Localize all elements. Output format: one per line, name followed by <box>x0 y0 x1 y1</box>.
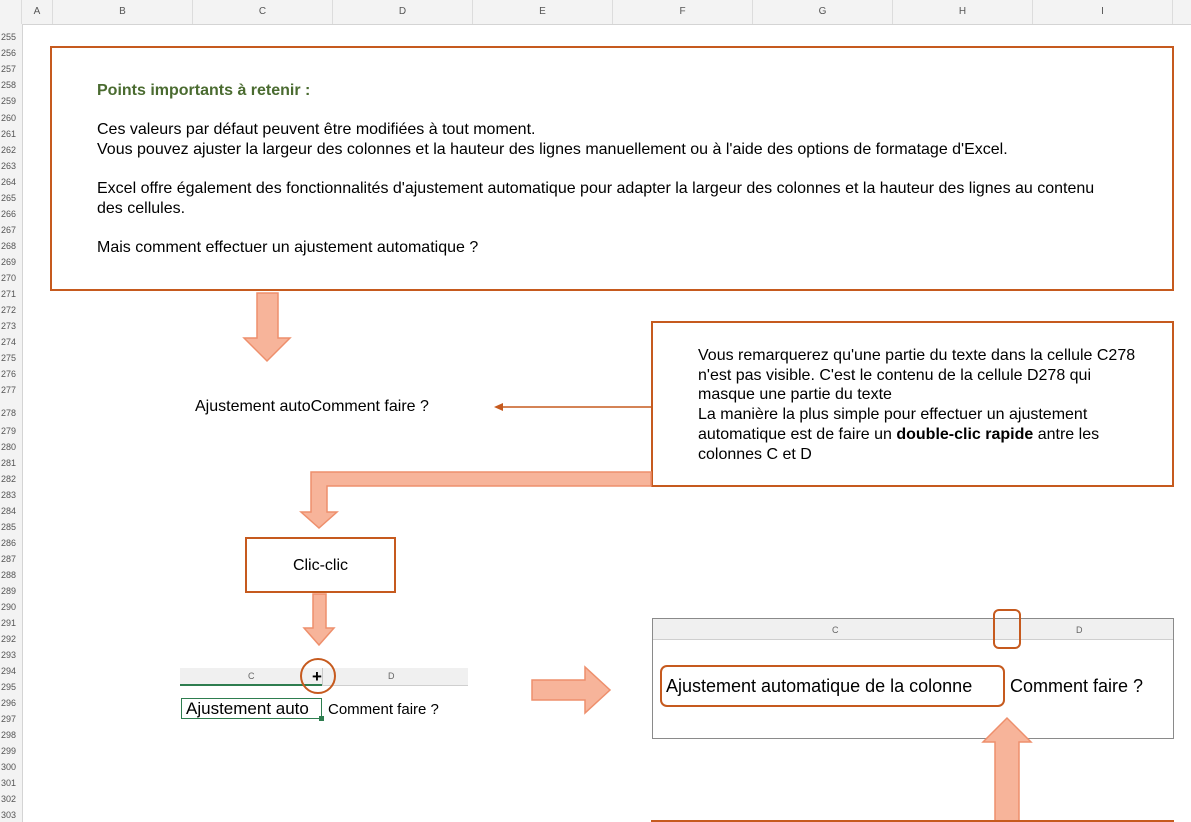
arrow-connector-l <box>301 472 651 528</box>
column-header-c[interactable]: C <box>193 0 333 24</box>
key-points-heading: Points importants à retenir : <box>97 82 311 99</box>
column-header-e[interactable]: E <box>473 0 613 24</box>
row-header-279[interactable]: 279 <box>1 426 17 436</box>
row-header-303[interactable]: 303 <box>1 810 17 820</box>
result-column-c-label: C <box>832 625 839 635</box>
row-header-263[interactable]: 263 <box>1 161 17 171</box>
row-header-293[interactable]: 293 <box>1 650 17 660</box>
row-header-299[interactable]: 299 <box>1 746 17 756</box>
row-header-269[interactable]: 269 <box>1 257 17 267</box>
row-header-282[interactable]: 282 <box>1 474 17 484</box>
mini-column-d-label: D <box>388 671 395 681</box>
row-header-296[interactable]: 296 <box>1 698 17 708</box>
row-header-256[interactable]: 256 <box>1 48 17 58</box>
row-header-290[interactable]: 290 <box>1 602 17 612</box>
row-header-289[interactable]: 289 <box>1 586 17 596</box>
explanation-line-6: colonnes C et D <box>698 446 812 463</box>
row-header-284[interactable]: 284 <box>1 506 17 516</box>
column-header-a[interactable]: A <box>22 0 53 24</box>
arrow-down-1 <box>244 293 290 361</box>
row-header-259[interactable]: 259 <box>1 96 17 106</box>
explanation-line-2: n'est pas visible. C'est le contenu de la cellule D278 qui <box>698 367 1092 384</box>
row-header-258[interactable]: 258 <box>1 80 17 90</box>
column-header-i[interactable]: I <box>1033 0 1173 24</box>
row-header-265[interactable]: 265 <box>1 193 17 203</box>
cell-c278[interactable]: Ajustement autoComment faire ? <box>195 398 429 415</box>
row-header-274[interactable]: 274 <box>1 337 17 347</box>
key-points-line-1: Ces valeurs par défaut peuvent être modifiées à tout moment. <box>97 121 536 138</box>
pointer-arrowhead <box>494 403 503 411</box>
arrow-right <box>532 667 610 713</box>
key-points-line-5: Mais comment effectuer un ajustement automatique ? <box>97 239 479 256</box>
row-header-280[interactable]: 280 <box>1 442 17 452</box>
mini-cell-d-text: Comment faire ? <box>328 701 439 718</box>
mini-column-c-label: C <box>248 671 255 681</box>
explanation-line-4: La manière la plus simple pour effectuer un ajustement <box>698 406 1088 423</box>
row-header-301[interactable]: 301 <box>1 778 17 788</box>
row-header-291[interactable]: 291 <box>1 618 17 628</box>
row-header-270[interactable]: 270 <box>1 273 17 283</box>
arrow-up <box>983 718 1031 822</box>
row-header-287[interactable]: 287 <box>1 554 17 564</box>
column-header-f[interactable]: F <box>613 0 753 24</box>
row-header-295[interactable]: 295 <box>1 682 17 692</box>
row-header-288[interactable]: 288 <box>1 570 17 580</box>
result-column-d-label: D <box>1076 625 1083 635</box>
row-header-277[interactable]: 277 <box>1 385 17 395</box>
result-cell-c-text: Ajustement automatique de la colonne <box>666 676 973 696</box>
column-header-h[interactable]: H <box>893 0 1033 24</box>
column-header-b[interactable]: B <box>53 0 193 24</box>
explanation-line-1: Vous remarquerez qu'une partie du texte dans la cellule C278 <box>698 347 1136 364</box>
clic-clic-label: Clic-clic <box>292 557 349 574</box>
row-header-261[interactable]: 261 <box>1 129 17 139</box>
row-header-286[interactable]: 286 <box>1 538 17 548</box>
column-header-g[interactable]: G <box>753 0 893 24</box>
row-header-302[interactable]: 302 <box>1 794 17 804</box>
explanation-line-5-start: automatique est de faire un <box>698 426 897 443</box>
row-header-271[interactable]: 271 <box>1 289 17 299</box>
arrow-down-2 <box>304 594 334 645</box>
row-header-285[interactable]: 285 <box>1 522 17 532</box>
row-header-268[interactable]: 268 <box>1 241 17 251</box>
row-header-264[interactable]: 264 <box>1 177 17 187</box>
row-header-266[interactable]: 266 <box>1 209 17 219</box>
explanation-line-3: masque une partie du texte <box>698 386 892 403</box>
row-header-255[interactable]: 255 <box>1 32 17 42</box>
row-header-294[interactable]: 294 <box>1 666 17 676</box>
key-points-line-3: Excel offre également des fonctionnalités d'ajustement automatique pour adapter la largeur des colonnes et la hauteur des lignes au contenu <box>97 180 1095 197</box>
row-header-257[interactable]: 257 <box>1 64 17 74</box>
row-header-272[interactable]: 272 <box>1 305 17 315</box>
row-header-283[interactable]: 283 <box>1 490 17 500</box>
resize-cursor-icon[interactable]: + <box>312 667 322 686</box>
key-points-line-2: Vous pouvez ajuster la largeur des colonnes et la hauteur des lignes manuellement ou à l'aide des options de formatage d'Excel. <box>97 141 1008 158</box>
row-header-275[interactable]: 275 <box>1 353 17 363</box>
row-header-300[interactable]: 300 <box>1 762 17 772</box>
row-header-281[interactable]: 281 <box>1 458 17 468</box>
row-header-278[interactable]: 278 <box>1 408 17 418</box>
row-header-298[interactable]: 298 <box>1 730 17 740</box>
column-header-d[interactable]: D <box>333 0 473 24</box>
row-header-276[interactable]: 276 <box>1 369 17 379</box>
double-click-emphasis: double-clic rapide <box>896 426 1034 443</box>
row-header-260[interactable]: 260 <box>1 113 17 123</box>
row-header-267[interactable]: 267 <box>1 225 17 235</box>
explanation-line-5-end: antre les <box>1033 426 1100 443</box>
row-header-297[interactable]: 297 <box>1 714 17 724</box>
key-points-line-4: des cellules. <box>97 200 186 217</box>
row-header-262[interactable]: 262 <box>1 145 17 155</box>
mini-cell-c-text: Ajustement auto <box>186 699 309 718</box>
row-header-292[interactable]: 292 <box>1 634 17 644</box>
row-header-273[interactable]: 273 <box>1 321 17 331</box>
result-cell-d-text: Comment faire ? <box>1010 676 1144 696</box>
